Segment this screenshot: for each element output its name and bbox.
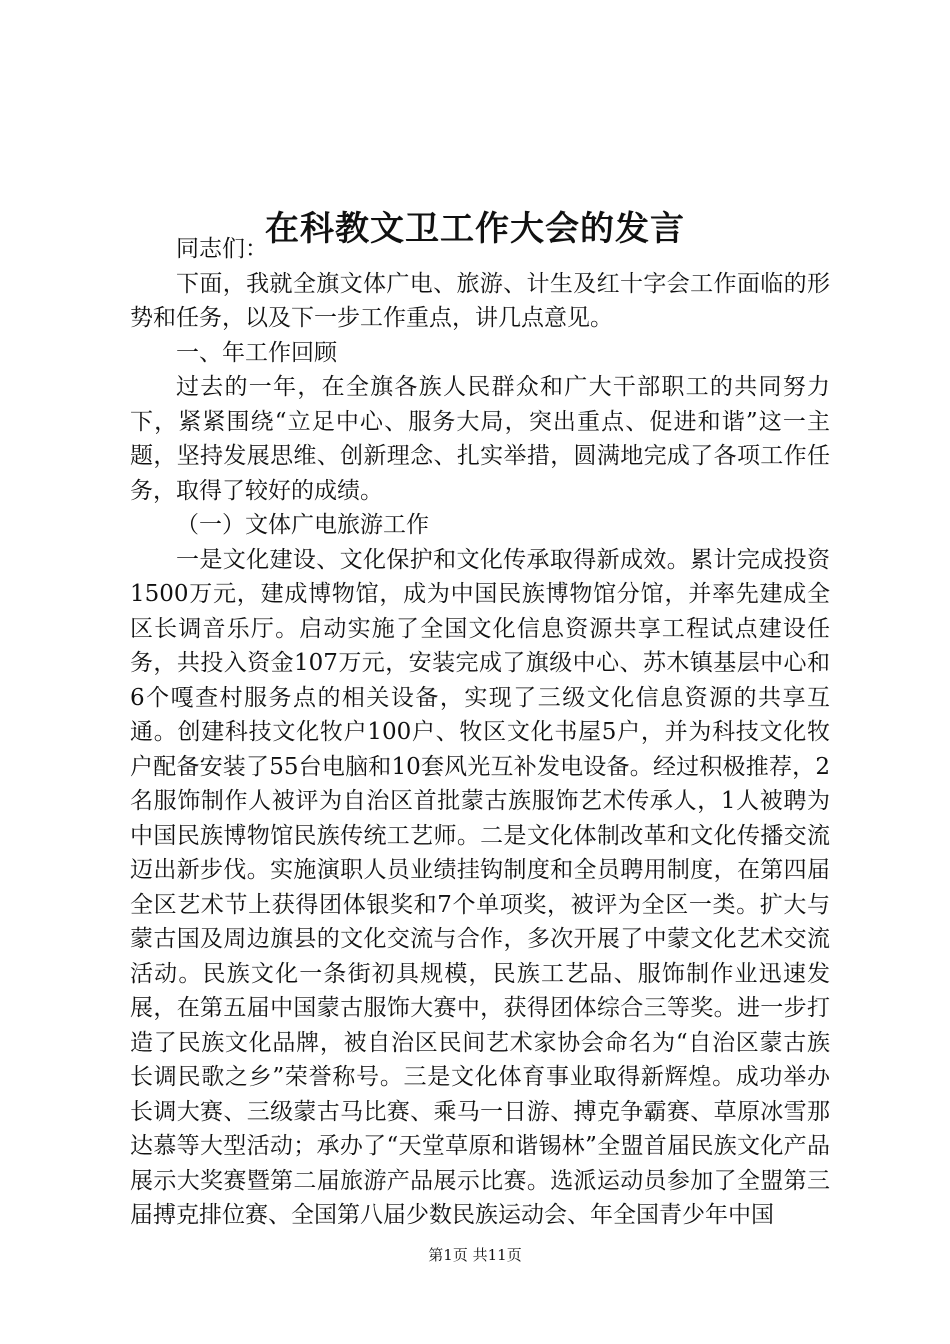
paragraph-intro: 下面，我就全旗文体广电、旅游、计生及红十字会工作面临的形势和任务，以及下一步工作重点，讲几点意见。 bbox=[130, 270, 830, 331]
paragraph-culture-details: 一是文化建设、文化保护和文化传承取得新成效。累计完成投资1500万元，建成博物馆，成为中国民族博物馆分馆，并率先建成全区长调音乐厅。启动实施了全国文化信息资源共享工程试点建设任务，共投入资金107万元，安装完成了旗级中心、苏木镇基层中心和6个嘎查村服务点的相关设备，实现了三级文化信息资源的共享互通。创建科技文化牧户100户、牧区文化书屋5户，并为科技文化牧户配备安装了55台电脑和10套风光互补发电设备。经过积极推荐，2名服饰制作人被评为自治区首批蒙古族服饰艺术传承人，1人被聘为中国民族博物馆民族传统工艺师。二是文化体制改革和文化传播交流迈出新步伐。实施演职人员业绩挂钩制度和全员聘用制度，在第四届全区艺术节上获得团体银奖和7个单项奖，被评为全区一类。扩大与蒙古国及周边旗县的文化交流与合作，多次开展了中蒙文化艺术交流活动。民族文化一条街初具规模，民族工艺品、服饰制作业迅速发展，在第五届中国蒙古服饰大赛中，获得团体综合三等奖。进一步打造了民族文化品牌，被自治区民间艺术家协会命名为“自治区蒙古族长调民歌之乡”荣誉称号。三是文化体育事业取得新辉煌。成功举办长调大赛、三级蒙古马比赛、乘马一日游、搏克争霸赛、草原冰雪那达慕等大型活动；承办了“天堂草原和谐锡林”全盟首届民族文化产品展示大奖赛暨第二届旅游产品展示比赛。选派运动员参加了全盟第三届搏克排位赛、全国第八届少数民族运动会、年全国青少年中国 bbox=[130, 546, 830, 1228]
document-body bbox=[130, 232, 830, 1233]
subsection-heading-culture: （一）文体广电旅游工作 bbox=[176, 512, 429, 538]
paragraph-salutation: 同志们： bbox=[176, 236, 268, 262]
document-title: 在科教文卫工作大会的发言 bbox=[265, 208, 685, 249]
section-heading-review: 一、年工作回顾 bbox=[176, 339, 337, 366]
paragraph-review-summary: 过去的一年，在全旗各族人民群众和广大干部职工的共同努力下，紧紧围绕“立足中心、服务大局，突出重点、促进和谐”这一主题，坚持发展思维、创新理念、扎实举措，圆满地完成了各项工作任务，取得了较好的成绩。 bbox=[130, 374, 830, 504]
page-footer: 第1页 共11页 bbox=[428, 1246, 522, 1264]
